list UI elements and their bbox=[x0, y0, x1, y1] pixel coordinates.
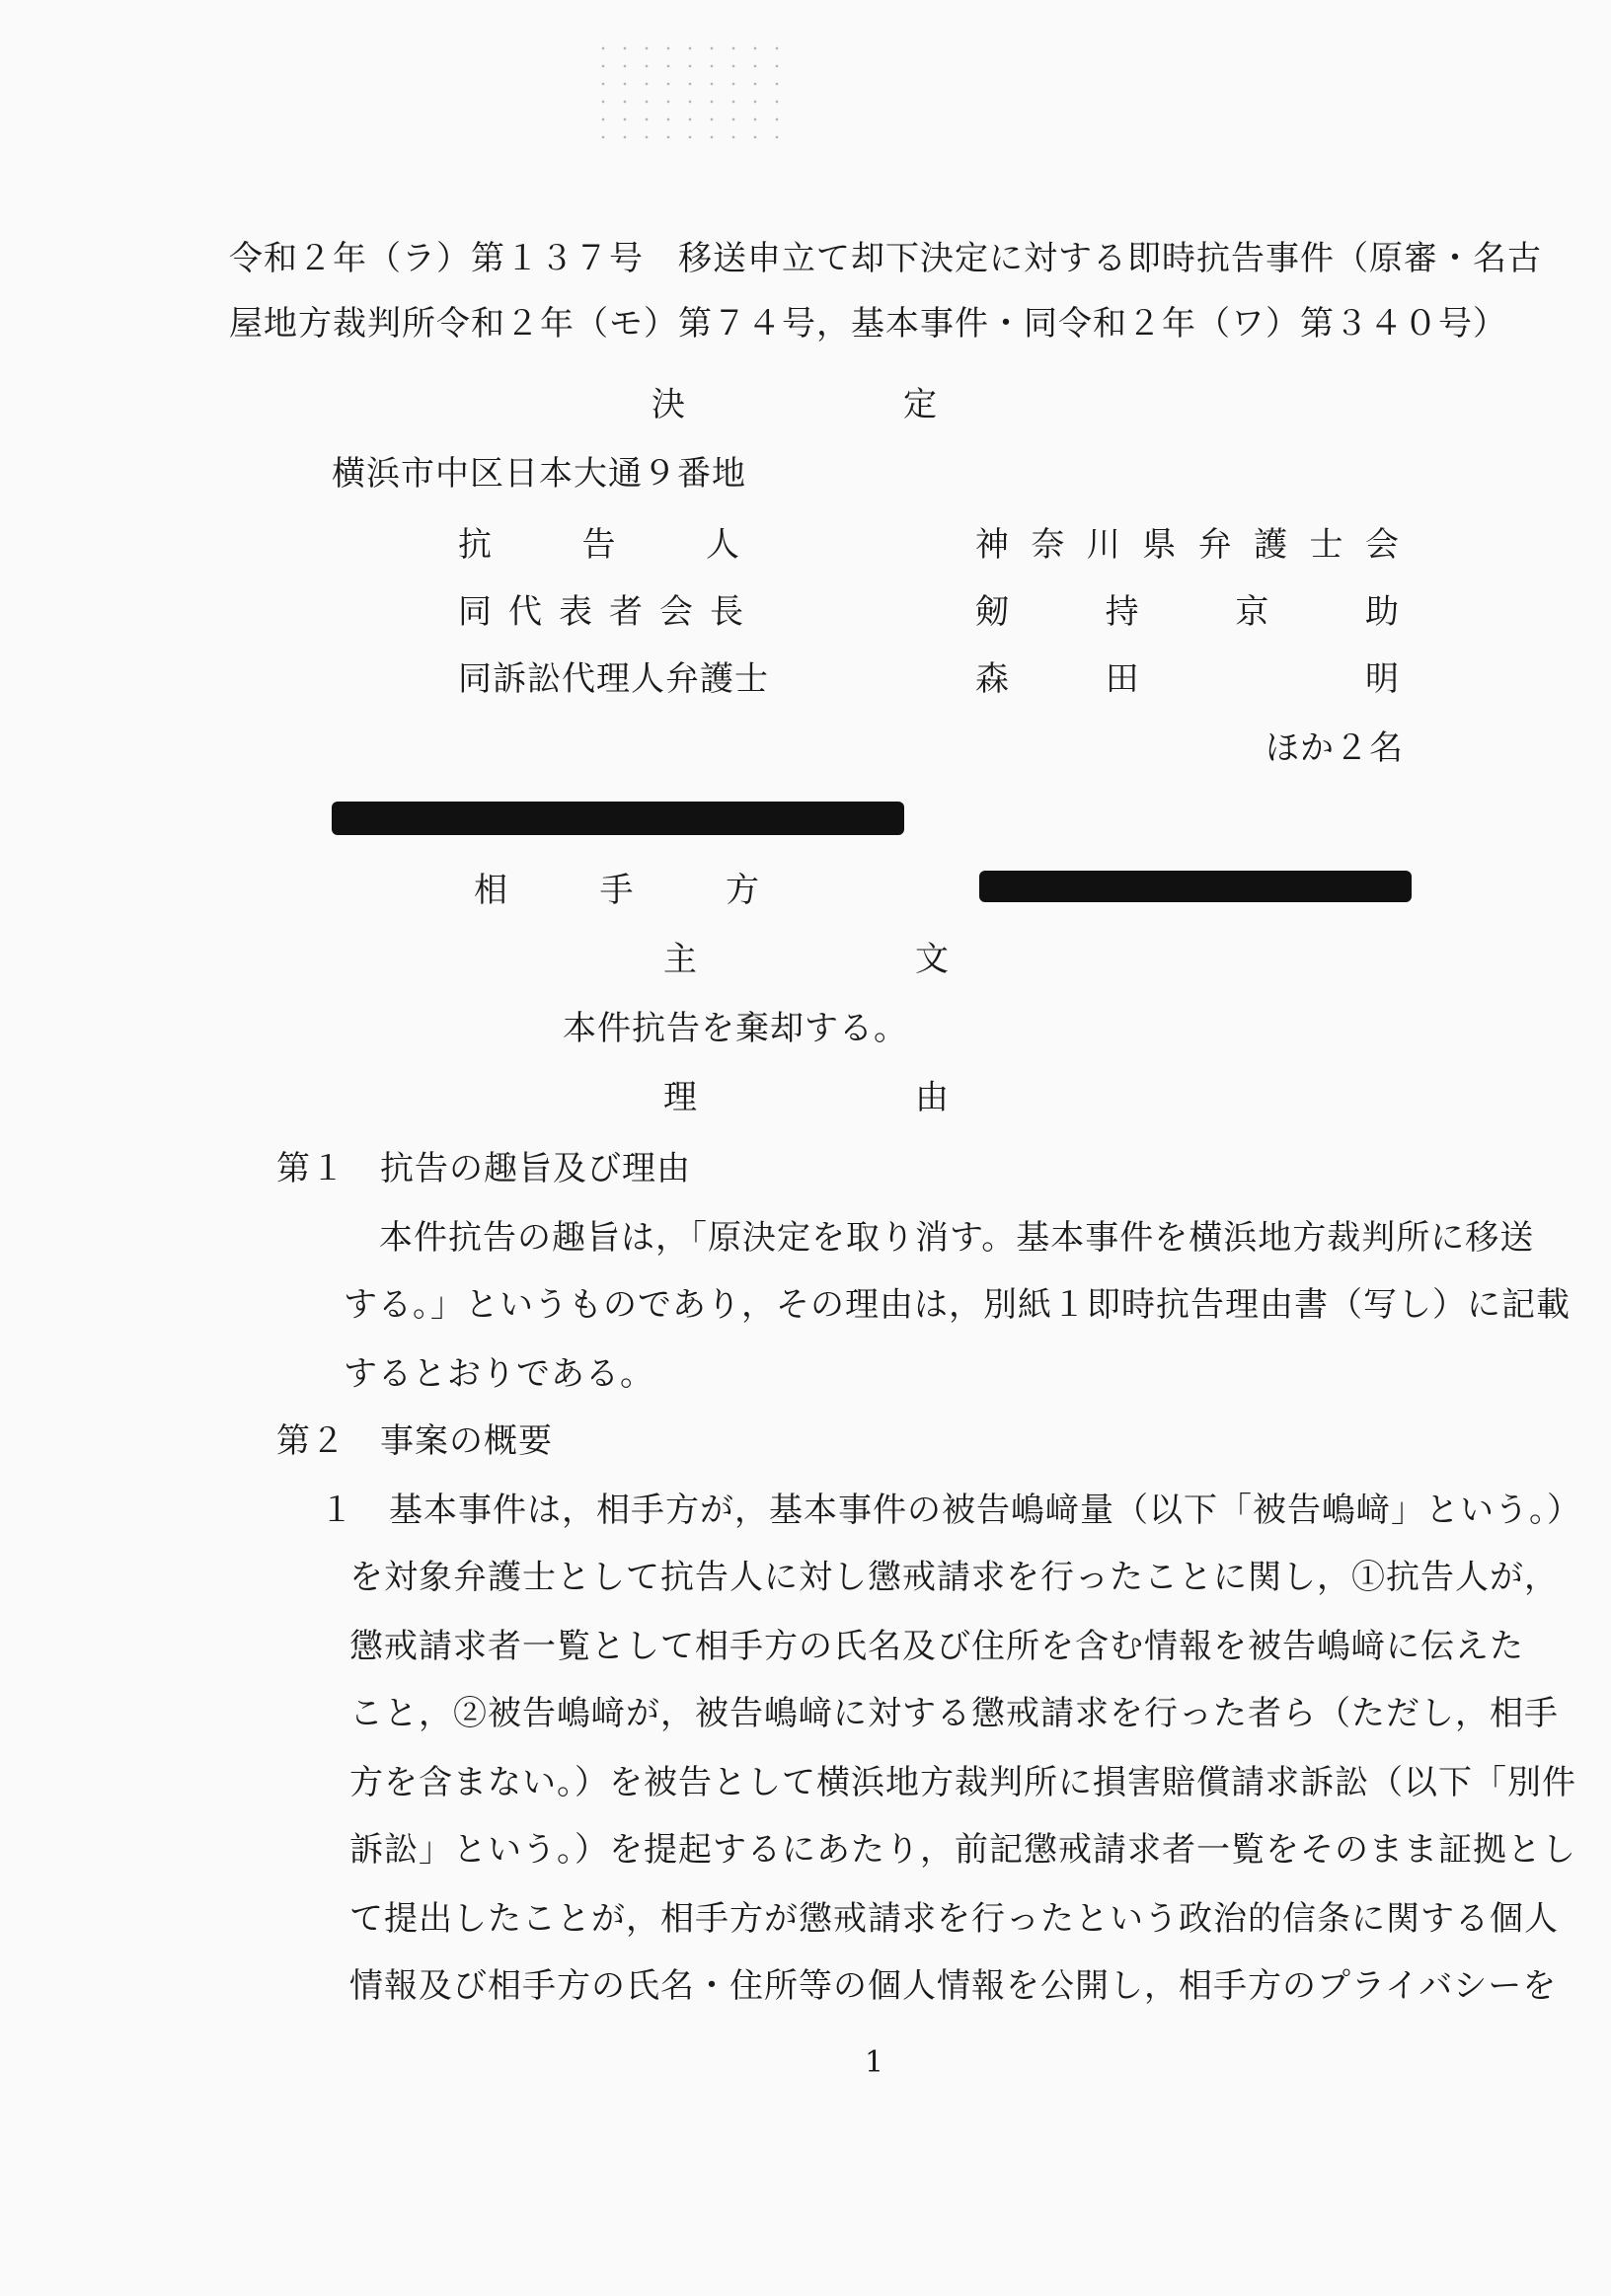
section2-line: 情報及び相手方の氏名・住所等の個人情報を公開し，相手方のプライバシーを bbox=[349, 1966, 1558, 2006]
label-char: 同 bbox=[458, 592, 493, 632]
attorney-name bbox=[975, 659, 1400, 699]
label-char: 代 bbox=[508, 592, 543, 632]
name-char: 明 bbox=[1364, 659, 1400, 699]
section2-heading: 第２ 事案の概要 bbox=[276, 1421, 553, 1461]
name-char: 助 bbox=[1364, 592, 1400, 632]
section2-line: 訴訟」という。）を提起するにあたり，前記懲戒請求者一覧をそのまま証拠とし bbox=[349, 1830, 1576, 1870]
representative-name bbox=[975, 592, 1400, 632]
name-char: 田 bbox=[1105, 659, 1140, 699]
label-char: 表 bbox=[559, 592, 593, 632]
name-char: 士 bbox=[1309, 525, 1344, 565]
section1-line: するとおりである。 bbox=[344, 1354, 654, 1394]
section2-line: こと，②被告嶋﨑が，被告嶋﨑に対する懲戒請求を行った者ら（ただし，相手 bbox=[349, 1694, 1559, 1733]
name-char: 奈 bbox=[1031, 525, 1066, 565]
representative-label bbox=[458, 592, 744, 632]
attorney-label: 同訴訟代理人弁護士 bbox=[458, 659, 769, 699]
appellant-address: 横浜市中区日本大通９番地 bbox=[332, 454, 746, 494]
section2-line: を対象弁護士として抗告人に対し懲戒請求を行ったことに関し，①抗告人が， bbox=[349, 1558, 1559, 1597]
case-header-line-1: 令和２年（ラ）第１３７号 移送申立て却下決定に対する即時抗告事件（原審・名古 bbox=[229, 239, 1542, 278]
section1-heading: 第１ 抗告の趣旨及び理由 bbox=[276, 1149, 691, 1188]
label-char: 長 bbox=[710, 592, 744, 632]
label-char: 方 bbox=[726, 871, 760, 910]
section2-line: 懲戒請求者一覧として相手方の氏名及び住所を含む情報を被告嶋﨑に伝えた bbox=[349, 1627, 1524, 1666]
label-char: 告 bbox=[581, 525, 617, 565]
name-char: 会 bbox=[1364, 525, 1400, 565]
main-text-heading bbox=[663, 940, 950, 979]
appellant-label bbox=[458, 525, 740, 565]
section2-line: １ 基本事件は，相手方が，基本事件の被告嶋﨑量（以下「被告嶋﨑」という。） bbox=[320, 1491, 1581, 1530]
heading-char: 文 bbox=[915, 940, 950, 979]
main-text-body: 本件抗告を棄却する。 bbox=[563, 1009, 908, 1048]
respondent-label bbox=[474, 871, 760, 910]
name-char: 剱 bbox=[975, 592, 1010, 632]
heading-char: 由 bbox=[915, 1078, 950, 1117]
name-char: 弁 bbox=[1197, 525, 1233, 565]
name-char: 県 bbox=[1142, 525, 1178, 565]
name-char: 京 bbox=[1235, 592, 1270, 632]
section1-line: 本件抗告の趣旨は，「原決定を取り消す。基本事件を横浜地方裁判所に移送 bbox=[379, 1218, 1535, 1258]
name-char: 神 bbox=[975, 525, 1010, 565]
label-char: 者 bbox=[609, 592, 644, 632]
redacted-respondent-name bbox=[979, 871, 1412, 902]
heading-char: 理 bbox=[663, 1078, 698, 1117]
label-char: 手 bbox=[599, 871, 635, 910]
section2-line: 方を含まない。）を被告として横浜地方裁判所に損害賠償請求訴訟（以下「別件 bbox=[349, 1763, 1576, 1802]
document-title bbox=[652, 385, 938, 424]
reasons-heading bbox=[663, 1078, 950, 1117]
name-char: 護 bbox=[1254, 525, 1289, 565]
name-char: 持 bbox=[1105, 592, 1140, 632]
title-char: 決 bbox=[652, 385, 686, 424]
label-char: 抗 bbox=[458, 525, 493, 565]
page-number: 1 bbox=[865, 2045, 885, 2080]
name-char: 森 bbox=[975, 659, 1010, 699]
label-char: 人 bbox=[706, 525, 740, 565]
title-char: 定 bbox=[903, 385, 938, 424]
redacted-respondent-address bbox=[332, 802, 904, 835]
name-char: 川 bbox=[1086, 525, 1121, 565]
appellant-name bbox=[975, 525, 1400, 565]
section1-line: する。」というものであり，その理由は，別紙１即時抗告理由書（写し）に記載 bbox=[344, 1285, 1571, 1325]
label-char: 相 bbox=[474, 871, 508, 910]
attorney-others: ほか２名 bbox=[1266, 728, 1404, 768]
scan-noise bbox=[592, 39, 790, 148]
heading-char: 主 bbox=[663, 940, 698, 979]
section2-line: て提出したことが，相手方が懲戒請求を行ったという政治的信条に関する個人 bbox=[349, 1899, 1559, 1939]
label-char: 会 bbox=[659, 592, 694, 632]
case-header-line-2: 屋地方裁判所令和２年（モ）第７４号，基本事件・同令和２年（ワ）第３４０号） bbox=[229, 304, 1507, 344]
